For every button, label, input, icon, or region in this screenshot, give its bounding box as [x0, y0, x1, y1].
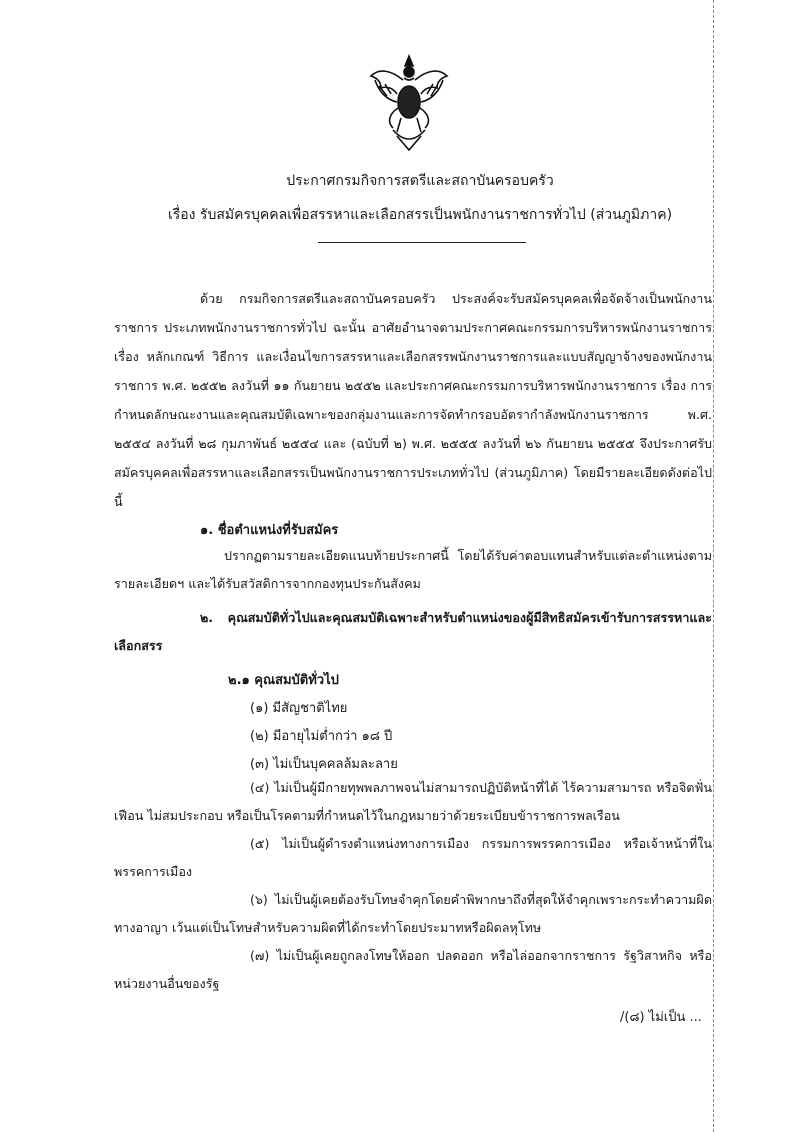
qualification-item-wrap [114, 942, 712, 998]
qualification-item-wrap [114, 774, 712, 830]
qualification-item-wrap [114, 830, 712, 886]
intro-text: ด้วย กรมกิจการสตรีและสถาบันครอบครัว ประสงค์จะรับสมัครบุคคลเพื่อจัดจ้างเป็นพนักงานราชการ ประเภทพนักงานราชการทั่วไป ฉะนั้น อาศัยอำนาจตามประกาศคณะกรรมการบริหารพนักงานราชการ เรื่อง หลักเกณฑ์ วิธีการ และเงื่อนไขการสรรหาและเลือกสรรพนักงานราชการและแบบสัญญาจ้างของพนักงานราชการ พ.ศ. ๒๕๕๒ ลงวันที่ ๑๑ กันยายน ๒๕๕๒ และประกาศคณะกรรมการบริหารพนักงานราชการ เรื่อง การกำหนดลักษณะงานและคุณสมบัติเฉพาะของกลุ่มงานและการจัดทำกรอบอัตรากำลังพนักงานราชการ พ.ศ. ๒๕๕๔ ลงวันที่ ๒๘ กุมภาพันธ์ ๒๕๕๔ และ (ฉบับที่ ๒) พ.ศ. ๒๕๕๕ ลงวันที่ ๒๖ กันยายน ๒๕๕๕ จึงประกาศรับสมัครบุคคลเพื่อสรรหาและเลือกสรรเป็นพนักงานราชการประเภททั่วไป (ส่วนภูมิภาค) โดยมีรายละเอียดดังต่อไปนี้ [114, 291, 712, 509]
announcement-subject: เรื่อง รับสมัครบุคคลเพื่อสรรหาและเลือกสรรเป็นพนักงานราชการทั่วไป (ส่วนภูมิภาค) [167, 207, 673, 223]
qualification-item: (๕) ไม่เป็นผู้ดำรงตำแหน่งทางการเมือง กรรมการพรรคการเมือง หรือเจ้าหน้าที่ในพรรคการเมือง [114, 836, 712, 879]
section-1-body-wrap [114, 542, 712, 598]
qualification-item-wrap [114, 886, 712, 942]
garuda-emblem-icon [367, 52, 451, 152]
title-divider [318, 242, 526, 243]
qualification-item: (๑) มีสัญชาติไทย [250, 701, 348, 716]
qualification-item: (๗) ไม่เป็นผู้เคยถูกลงโทษให้ออก ปลดออก หรือไล่ออกจากราชการ รัฐวิสาหกิจ หรือหน่วยงานอื่นของรัฐ [114, 948, 712, 991]
qualification-item: (๒) มีอายุไม่ต่ำกว่า ๑๘ ปี [250, 729, 393, 744]
section-1-body: ปรากฏตามรายละเอียดแนบท้ายประกาศนี้ โดยได้รับค่าตอบแทนสำหรับแต่ละตำแหน่งตามรายละเอียดฯ และได้รับสวัสดิการจากกองทุนประกันสังคม [114, 548, 712, 591]
continuation-marker: /(๘) ไม่เป็น ... [620, 1010, 702, 1025]
section-2-heading: ๒. คุณสมบัติทั่วไปและคุณสมบัติเฉพาะสำหรับตำแหน่งของผู้มีสิทธิสมัครเข้ารับการสรรหาและเลือกสรร [114, 610, 712, 653]
section-1-heading: ๑. ชื่อตำแหน่งที่รับสมัคร [200, 523, 339, 538]
intro-paragraph [114, 284, 712, 516]
announcement-title: ประกาศกรมกิจการสตรีและสถาบันครอบครัว [286, 173, 554, 189]
qualification-item: (๓) ไม่เป็นบุคคลล้มละลาย [250, 757, 398, 772]
section-2-1-heading: ๒.๑ คุณสมบัติทั่วไป [228, 673, 339, 688]
qualification-item: (๖) ไม่เป็นผู้เคยต้องรับโทษจำคุกโดยคำพิพากษาถึงที่สุดให้จำคุกเพราะกระทำความผิดทางอาญา เว้นแต่เป็นโทษสำหรับความผิดที่ได้กระทำโดยประมาทหรือผิดลหุโทษ [114, 892, 712, 935]
section-2-heading-wrap [114, 604, 712, 660]
qualification-item: (๔) ไม่เป็นผู้มีกายทุพพลภาพจนไม่สามารถปฏิบัติหน้าที่ได้ ไร้ความสามารถ หรือจิตฟั่นเฟือน ไม่สมประกอบ หรือเป็นโรคตามที่กำหนดไว้ในกฎหมายว่าด้วยระเบียบข้าราชการพลเรือน [114, 780, 712, 823]
